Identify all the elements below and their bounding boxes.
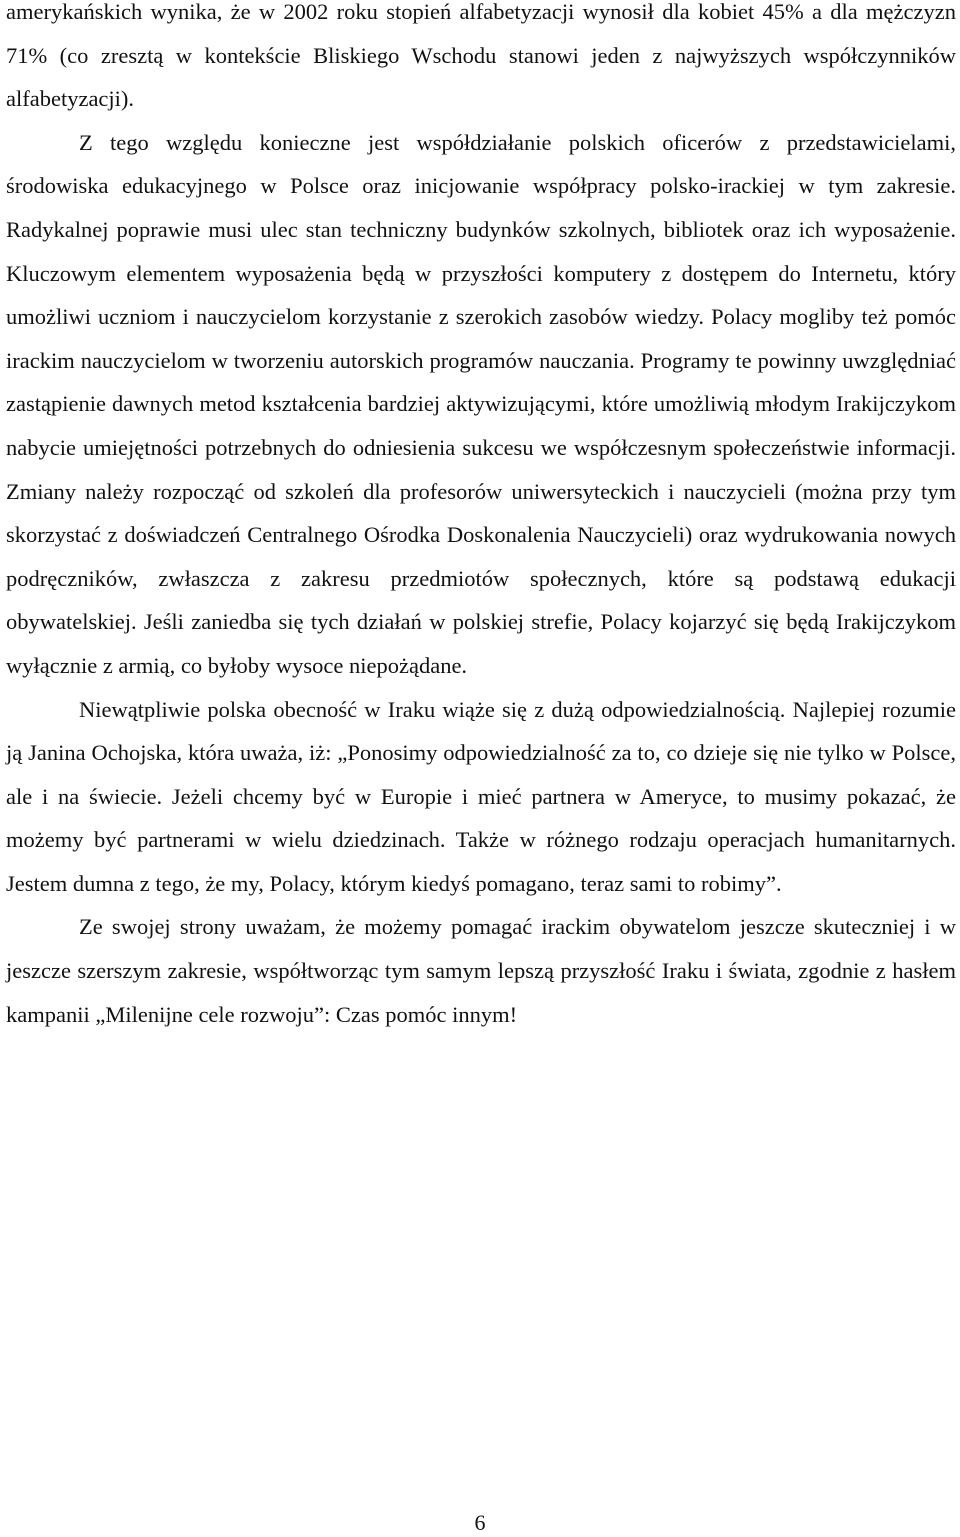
paragraph-conclusion: Ze swojej strony uważam, że możemy pomagać irackim obywatelom jeszcze skuteczniej i w jeszcze szerszym zakresie, współtworząc tym samym lepszą przyszłość Iraku i świata, zgodnie z hasłem kampanii „Milenijne cele rozwoju”: Czas pomóc innym! — [6, 914, 956, 1027]
paragraph-education-cooperation: Z tego względu konieczne jest współdziałanie polskich oficerów z przedstawicielami, środowiska edukacyjnego w Polsce oraz inicjowanie współpracy polsko-irackiej w tym zakresie. Radykalnej poprawie musi ulec stan techniczny budynków szkolnych, bibliotek oraz ich wyposażenie. Kluczowym elementem wyposażenia będą w przyszłości komputery z dostępem do Internetu, który umożliwi uczniom i nauczycielom korzystanie z szerokich zasobów wiedzy. Polacy mogliby też pomóc irackim nauczycielom w tworzeniu autorskich programów nauczania. Programy te powinny uwzględniać zastąpienie dawnych metod kształcenia bardziej aktywizującymi, które umożliwią młodym Irakijczykom nabycie umiejętności potrzebnych do odniesienia sukcesu we współczesnym społeczeństwie informacji. Zmiany należy rozpocząć od szkoleń dla profesorów uniwersyteckich i nauczycieli (można przy tym skorzystać z doświadczeń Centralnego Ośrodka Doskonalenia Nauczycieli) oraz wydrukowania nowych podręczników, zwłaszcza z zakresu przedmiotów społecznych, które są podstawą edukacji obywatelskiej. Jeśli zaniedba się tych działań w polskiej strefie, Polacy kojarzyć się będą Irakijczykom wyłącznie z armią, co byłoby wysoce niepożądane. — [6, 129, 956, 678]
page-number: 6 — [474, 1510, 486, 1535]
paragraph-continued: amerykańskich wynika, że w 2002 roku stopień alfabetyzacji wynosił dla kobiet 45% a dla mężczyzn 71% (co zresztą w kontekście Bliskiego Wschodu stanowi jeden z najwyższych współczynników alfabetyzacji). — [6, 0, 956, 112]
paragraph-responsibility-quote: Niewątpliwie polska obecność w Iraku wiąże się z dużą odpowiedzialnością. Najlepiej rozumie ją Janina Ochojska, która uważa, iż: „Ponosimy odpowiedzialność za to, co dzieje się nie tylko w Polsce, ale i na świecie. Jeżeli chcemy być w Europie i mieć partnera w Ameryce, to musimy pokazać, że możemy być partnerami w wielu dziedzinach. Także w różnego rodzaju operacjach humanitarnych. Jestem dumna z tego, że my, Polacy, którym kiedyś pomagano, teraz sami to robimy”. — [6, 696, 956, 896]
body-text — [6, 0, 956, 1036]
